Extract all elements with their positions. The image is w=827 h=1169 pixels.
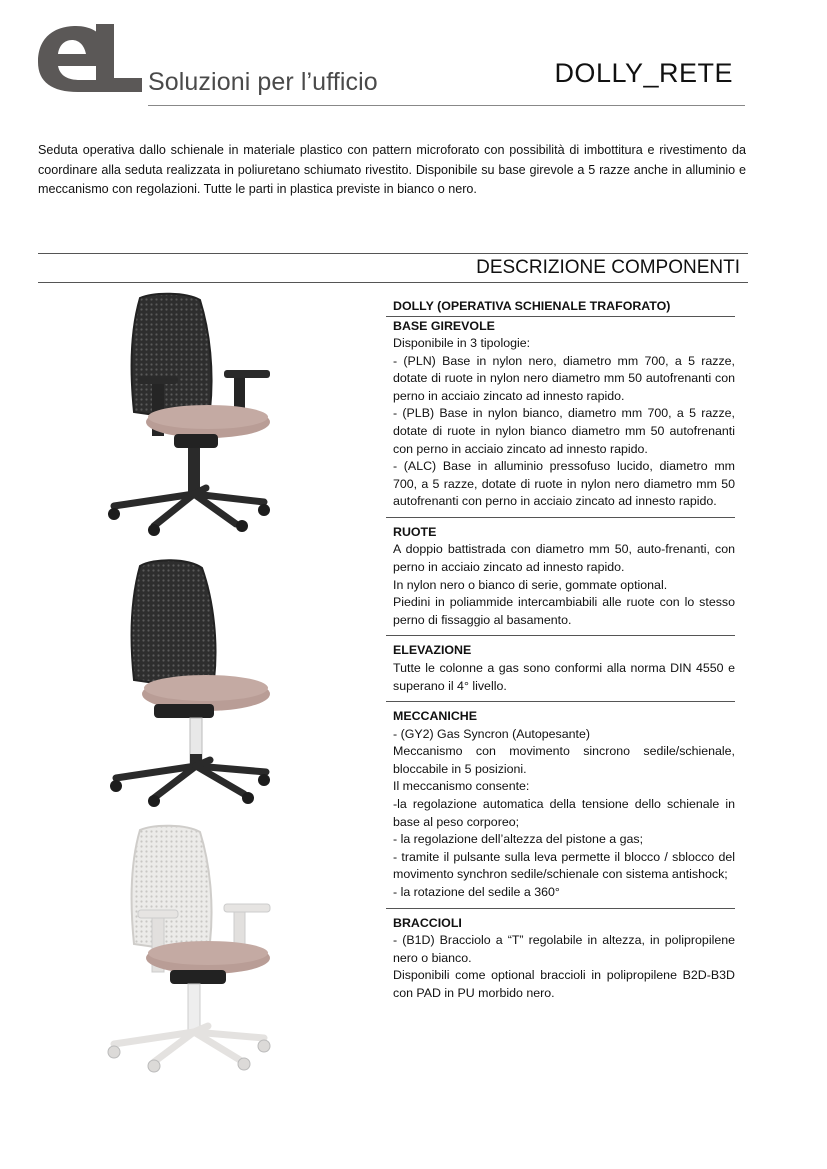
spec-line: - tramite il pulsante sulla leva permette il blocco / sblocco del movimento synchron sedile/schienale con sistema antishock; — [393, 849, 735, 882]
spec-line: - (B1D) Bracciolo a “T” regolabile in altezza, in polipropilene nero o bianco. — [393, 933, 735, 965]
chair-image-black-arms — [104, 292, 276, 536]
spec-block-armrests — [386, 915, 735, 1009]
section-divider-top — [38, 253, 748, 254]
chair-image-white-arms — [104, 824, 276, 1074]
spec-line: - (GY2) Gas Syncron (Autopesante) — [393, 726, 590, 741]
model-heading: DOLLY (OPERATIVA SCHIENALE TRAFORATO) — [386, 298, 735, 317]
section-title: DESCRIZIONE COMPONENTI — [476, 257, 740, 278]
spec-line: - (PLB) Base in nylon bianco, diametro mm 700, a 5 razze, dotate di ruote in nylon bianco diametro mm 50 autofrenanti con perno in acciaio zincato ad innesto rapido. — [393, 406, 735, 456]
spec-line: In nylon nero o bianco di serie, gommate optional. — [393, 577, 668, 592]
spec-block-base — [386, 298, 735, 518]
spec-line: Disponibili come optional braccioli in polipropilene B2D-B3D con PAD in PU morbido nero. — [393, 968, 735, 1000]
spec-line: - (ALC) Base in alluminio pressofuso lucido, diametro mm 700, a 5 razze, dotate di ruote in nylon nero diametro mm 50 autofrenanti con perno in acciaio zincato ad innesto rapido. — [393, 459, 735, 509]
brand-tagline: Soluzioni per l’ufficio — [148, 68, 378, 96]
spec-line: Piedini in poliammide intercambiabili alle ruote con lo stesso perno di fissaggio al basamento. — [393, 595, 735, 627]
spec-line: Il meccanismo consente: — [393, 779, 530, 794]
spec-block-wheels — [386, 524, 735, 636]
spec-line: - la regolazione dell’altezza del pistone a gas; — [393, 832, 644, 847]
header-divider — [148, 105, 745, 106]
spec-heading-elevation: ELEVAZIONE — [393, 643, 472, 658]
spec-line: Tutte le colonne a gas sono conformi alla norma DIN 4550 e superano il 4° livello. — [393, 660, 735, 693]
spec-block-mechanism — [386, 708, 735, 908]
spec-heading-mechanism: MECCANICHE — [393, 709, 477, 724]
spec-line: Disponibile in 3 tipologie: — [393, 336, 531, 350]
spec-heading-armrests: BRACCIOLI — [393, 915, 462, 930]
spec-line: Meccanismo con movimento sincrono sedile/schienale, bloccabile in 5 posizioni. — [393, 744, 735, 776]
spec-line: -la regolazione automatica della tensione dello schienale in base al peso corporeo; — [393, 796, 735, 829]
chair-image-black-no-arms — [106, 558, 272, 808]
spec-heading-base: BASE GIREVOLE — [393, 318, 495, 333]
spec-line: A doppio battistrada con diametro mm 50, auto-frenanti, con perno in acciaio zincato ad innesto rapido. — [393, 542, 735, 575]
intro-paragraph: Seduta operativa dallo schienale in materiale plastico con pattern microforato con possibilità di imbottitura e rivestimento da coordinare alla seduta realizzata in poliuretano schiumato rivestito. Disponibile su base girevole a 5 razze anche in alluminio e meccanismo con regolazioni. Tutte le parti in plastica previste in bianco o nero. — [38, 143, 746, 196]
brand-logo — [38, 22, 142, 94]
spec-block-elevation — [386, 642, 735, 702]
component-specs — [386, 298, 735, 1014]
spec-line: - (PLN) Base in nylon nero, diametro mm 700, a 5 razze, dotate di ruote in nylon nero diametro mm 50 autofrenanti con perno in acciaio zincato ad innesto rapido. — [393, 353, 735, 403]
document-title: DOLLY_RETE — [554, 58, 733, 88]
spec-heading-wheels: RUOTE — [393, 524, 437, 539]
spec-line: - la rotazione del sedile a 360° — [393, 884, 560, 899]
section-divider-bottom — [38, 282, 748, 283]
